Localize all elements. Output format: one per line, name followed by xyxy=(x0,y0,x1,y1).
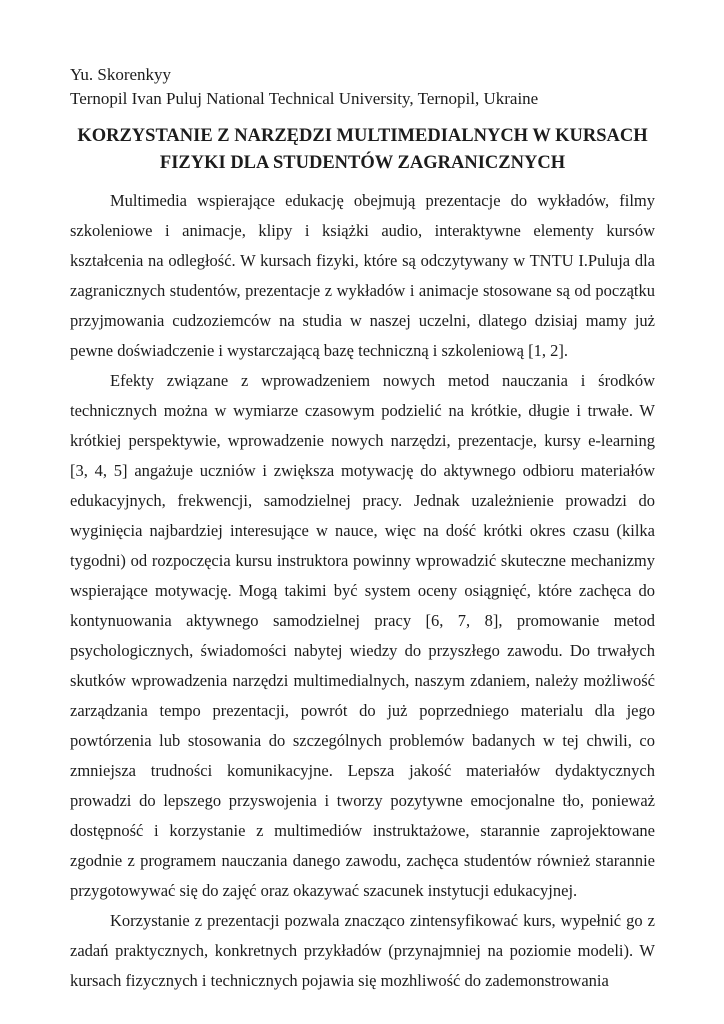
text-line: zarządzania tempo prezentacji, powrót do już poprzedniego materialu dla jego xyxy=(70,701,655,720)
text-line: kursach fizycznych i technicznych pojawia się mozhliwość do zademonstrowania xyxy=(70,971,609,990)
author-name: Yu. Skorenkyy xyxy=(70,65,172,84)
text-line: edukacyjnych, frekwencji, samodzielnej pracy. Jednak uzależnienie prowadzi do xyxy=(70,491,655,510)
text-line: tygodni) od rozpoczęcia kursu instruktora powinny wprowadzić skuteczne mechanizmy xyxy=(70,551,655,570)
text-line: Efekty związane z wprowadzeniem nowych metod nauczania i środków xyxy=(110,371,655,390)
text-line: zadań praktycznych, konkretnych przykładów (przynajmniej na poziomie modeli). W xyxy=(70,941,655,960)
paragraph xyxy=(70,366,655,906)
title-line-1: KORZYSTANIE Z NARZĘDZI MULTIMEDIALNYCH W KURSACH xyxy=(77,126,648,146)
text-line: wspierające motywację. Mogą takimi być system oceny osiągnięć, które zachęca do xyxy=(70,581,655,600)
text-line: zgodnie z programem nauczania danego zawodu, zachęca studentów również starannie xyxy=(70,851,655,870)
text-line: zmniejsza trudności komunikacyjne. Lepsza jakość materiałów dydaktycznych xyxy=(70,761,655,780)
text-line: przygotowywać się do zajęć oraz okazywać szacunek instytucji edukacyjnej. xyxy=(70,881,578,900)
page-title xyxy=(70,123,655,177)
text-line: dostępność i korzystanie z multimediów instruktażowe, starannie zaprojektowane xyxy=(70,821,655,840)
text-line: Korzystanie z prezentacji pozwala znacząco zintensyfikować kurs, wypełnić go z xyxy=(110,911,655,930)
text-line: krótkiej perspektywie, wprowadzenie nowych narzędzi, prezentacje, kursy e-learning xyxy=(70,431,655,450)
text-line: zagranicznych studentów, prezentacje z wykładów i animacje stosowane są od początku xyxy=(70,281,655,300)
text-line: skutków wprowadzenia narzędzi multimedialnych, naszym zdaniem, należy możliwość xyxy=(70,671,655,690)
text-line: technicznych można w wymiarze czasowym podzielić na krótkie, długie i trwałe. W xyxy=(70,401,655,420)
author-affiliation: Ternopil Ivan Puluj National Technical University, Ternopil, Ukraine xyxy=(70,89,539,108)
text-line: kształcenia na odległość. W kursach fizyki, które są odczytywany w TNTU I.Puluja dla xyxy=(70,251,655,270)
paragraph xyxy=(70,906,655,996)
document-body xyxy=(70,186,655,996)
text-line: Multimedia wspierające edukację obejmują prezentacje do wykładów, filmy xyxy=(110,191,655,210)
title-line-2: FIZYKI DLA STUDENTÓW ZAGRANICZNYCH xyxy=(159,153,566,173)
text-line: przyjmowania cudzoziemców na studia w naszej uczelni, dlatego dzisiaj mamy już xyxy=(70,311,655,330)
paragraph xyxy=(70,186,655,366)
text-line: wyginięcia najbardziej interesujące w nauce, więc na dość krótki okres czasu (kilka xyxy=(70,521,655,540)
text-line: [3, 4, 5] angażuje uczniów i zwiększa motywację do aktywnego odbioru materiałów xyxy=(70,461,655,480)
author-block xyxy=(70,63,655,111)
text-line: powtórzenia lub stosowania do szczególnych problemów badanych w tej chwili, co xyxy=(70,731,655,750)
text-line: szkoleniowe i animacje, klipy i książki audio, interaktywne elementy kursów xyxy=(70,221,655,240)
text-line: prowadzi do lepszego przyswojenia i tworzy pozytywne emocjonalne tło, ponieważ xyxy=(70,791,655,810)
text-line: kontynuowania aktywnego samodzielnej pracy [6, 7, 8], promowanie metod xyxy=(70,611,655,630)
text-line: psychologicznych, świadomości nabytej wiedzy do przyszłego zawodu. Do trwałych xyxy=(70,641,655,660)
text-line: pewne doświadczenie i wystarczającą bazę techniczną i szkoleniową [1, 2]. xyxy=(70,341,568,360)
